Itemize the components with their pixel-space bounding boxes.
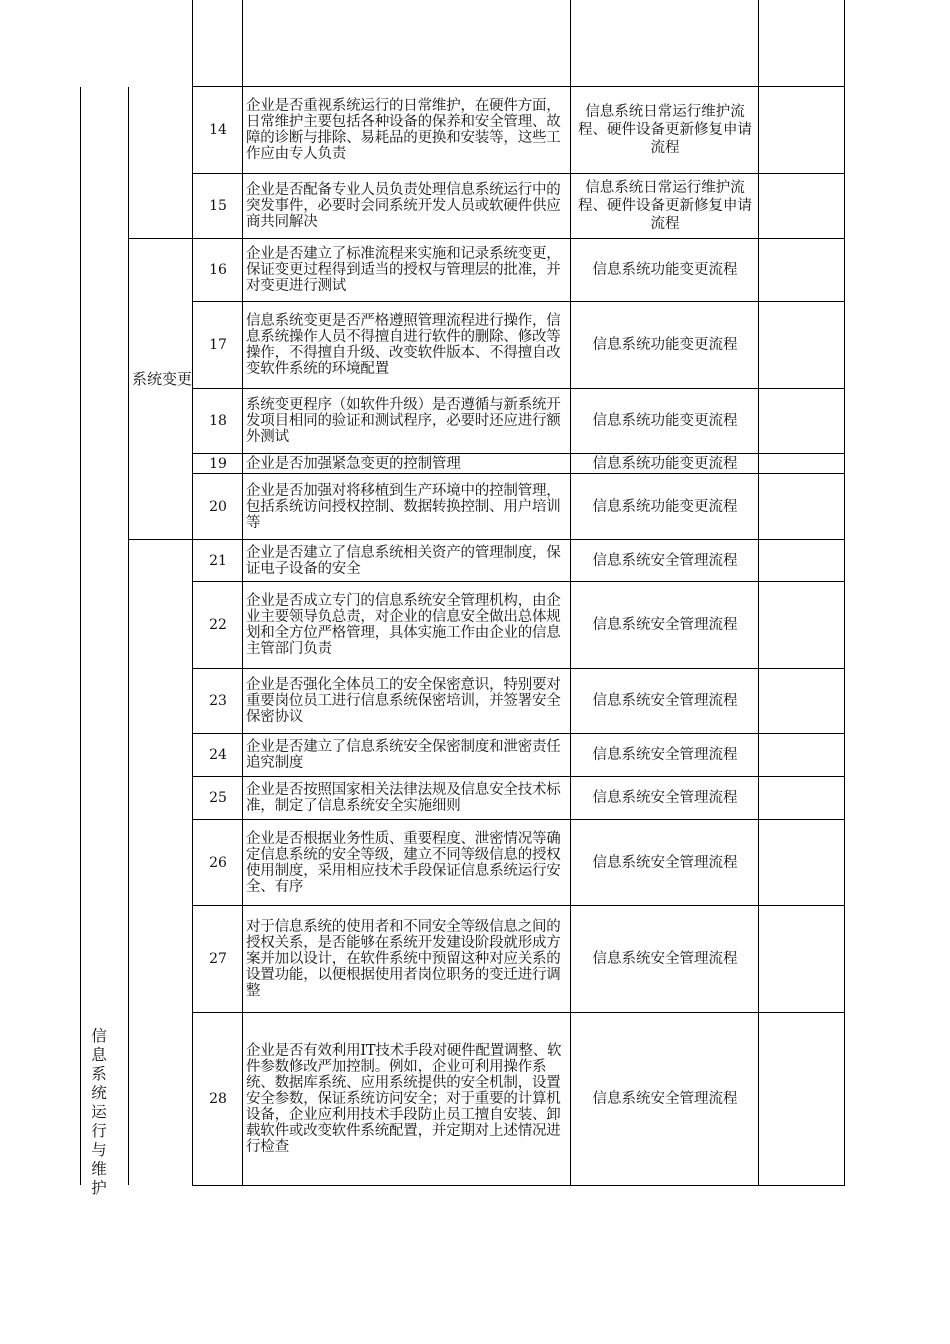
row-process-text: 信息系统功能变更流程 xyxy=(592,413,738,429)
row-description xyxy=(246,820,568,905)
row-description-text: 对于信息系统的使用者和不同安全等级信息之间的授权关系，是否能够在系统开发建设阶段就形成方案并加以设计，在软件系统中预留这种对应关系的设置功能，以便根据使用者岗位职务的变迁进行调整 xyxy=(246,919,561,999)
row-process-text: 信息系统功能变更流程 xyxy=(592,337,738,353)
row-number: 18 xyxy=(209,413,227,429)
grid-line-desc-right xyxy=(570,0,571,1186)
row-description xyxy=(246,389,568,453)
category-label-outer xyxy=(84,1027,114,1198)
row-process-text: 信息系统安全管理流程 xyxy=(592,747,738,763)
row-process-text: 信息系统安全管理流程 xyxy=(592,854,738,871)
row-description xyxy=(246,454,568,473)
grid-line-row-28-bottom xyxy=(192,1185,845,1186)
row-process xyxy=(573,302,757,388)
row-description-text: 企业是否建立了信息系统相关资产的管理制度，保证电子设备的安全 xyxy=(246,544,561,577)
row-description-text: 企业是否根据业务性质、重要程度、泄密情况等确定信息系统的安全等级，建立不同等级信息的授权使用制度，采用相应技术手段保证信息系统运行安全、有序 xyxy=(246,830,561,895)
row-process xyxy=(573,540,757,581)
category-label-change xyxy=(132,370,192,389)
row-number: 23 xyxy=(209,693,227,709)
grid-line-outer-left xyxy=(80,87,81,1185)
grid-line-table-right xyxy=(844,0,845,1186)
row-process-text: 信息系统日常运行维护流程、硬件设备更新修复申请流程 xyxy=(578,180,752,232)
row-process-text: 信息系统功能变更流程 xyxy=(592,262,738,278)
category-text-change: 系统变更 xyxy=(132,370,193,388)
row-number: 26 xyxy=(209,854,227,871)
row-description xyxy=(246,669,568,733)
grid-line-category-left xyxy=(128,87,129,1185)
row-description-text: 企业是否强化全体员工的安全保密意识，特别要对重要岗位员工进行信息系统保密培训，并签署安全保密协议 xyxy=(246,677,561,725)
row-process-text: 信息系统安全管理流程 xyxy=(592,693,738,709)
row-process-text: 信息系统功能变更流程 xyxy=(592,455,738,472)
row-number: 27 xyxy=(209,951,227,967)
row-process xyxy=(573,174,757,238)
row-process xyxy=(573,906,757,1012)
row-description-text: 信息系统变更是否严格遵照管理流程进行操作，信息系统操作人员不得擅自进行软件的删除、修改等操作，不得擅自升级、改变软件版本、不得擅自改变软件系统的环境配置 xyxy=(246,313,561,377)
row-process xyxy=(573,734,757,776)
row-number: 24 xyxy=(209,747,227,763)
row-process xyxy=(573,389,757,453)
row-description-text: 企业是否有效利用IT技术手段对硬件配置调整、软件参数修改严加控制。例如，企业可利用操作系统、数据库系统、应用系统提供的安全机制，设置安全参数，保证系统访问安全；对于重要的计算机设备，企业应利用技术手段防止员工擅自安装、卸载软件或改变软件系统配置，并定期对上述情况进行检查 xyxy=(246,1043,562,1155)
row-description xyxy=(246,1013,568,1185)
row-number: 19 xyxy=(209,455,227,472)
row-process xyxy=(573,777,757,819)
row-description-text: 企业是否建立了信息系统安全保密制度和泄密责任追究制度 xyxy=(246,739,561,771)
row-process-text: 信息系统安全管理流程 xyxy=(592,617,738,633)
category-text-outer: 信息系统运行与维护 xyxy=(91,1027,107,1197)
row-description xyxy=(246,906,568,1012)
row-process-text: 信息系统功能变更流程 xyxy=(592,498,738,515)
row-description xyxy=(246,174,568,238)
row-number: 28 xyxy=(209,1091,227,1107)
row-description-text: 系统变更程序（如软件升级）是否遵循与新系统开发项目相同的验证和测试程序，必要时还应进行额外测试 xyxy=(246,397,561,445)
row-description-text: 企业是否重视系统运行的日常维护，在硬件方面，日常维护主要包括各种设备的保养和安全管理、故障的诊断与排除、易耗品的更换和安装等，这些工作应由专人负责 xyxy=(246,98,561,162)
row-description-text: 企业是否加强紧急变更的控制管理 xyxy=(246,455,461,472)
row-description xyxy=(246,302,568,388)
row-number: 15 xyxy=(209,198,227,214)
row-description xyxy=(246,540,568,581)
row-process xyxy=(573,820,757,905)
row-process xyxy=(573,239,757,301)
row-description-text: 企业是否配备专业人员负责处理信息系统运行中的突发事件，必要时会同系统开发人员或软硬件供应商共同解决 xyxy=(246,182,561,230)
row-process xyxy=(573,87,757,173)
row-number: 16 xyxy=(209,262,227,278)
row-process-text: 信息系统安全管理流程 xyxy=(592,1091,738,1107)
row-description xyxy=(246,582,568,668)
row-description xyxy=(246,239,568,301)
row-number: 22 xyxy=(209,617,227,633)
row-process xyxy=(573,669,757,733)
row-process-text: 信息系统日常运行维护流程、硬件设备更新修复申请流程 xyxy=(578,104,752,156)
row-number: 25 xyxy=(209,790,227,806)
row-process xyxy=(573,454,757,473)
row-number: 20 xyxy=(209,498,227,515)
row-process xyxy=(573,1013,757,1185)
row-number: 14 xyxy=(209,122,227,138)
row-description-text: 企业是否加强对将移植到生产环境中的控制管理，包括系统访问授权控制、数据转换控制、用户培训等 xyxy=(246,482,561,531)
row-description xyxy=(246,734,568,776)
row-process xyxy=(573,474,757,539)
row-process xyxy=(573,582,757,668)
row-description xyxy=(246,474,568,539)
row-process-text: 信息系统安全管理流程 xyxy=(592,790,738,806)
row-description-text: 企业是否按照国家相关法律法规及信息安全技术标准，制定了信息系统安全实施细则 xyxy=(246,782,561,814)
row-description-text: 企业是否建立了标准流程来实施和记录系统变更，保证变更过程得到适当的授权与管理层的批准，并对变更进行测试 xyxy=(246,246,561,294)
grid-line-process-right xyxy=(758,0,759,1186)
row-description xyxy=(246,777,568,819)
row-number: 17 xyxy=(209,337,227,353)
row-process-text: 信息系统安全管理流程 xyxy=(592,552,738,569)
row-description-text: 企业是否成立专门的信息系统安全管理机构，由企业主要领导负总责，对企业的信息安全做出总体规划和全方位严格管理，具体实施工作由企业的信息主管部门负责 xyxy=(246,593,561,657)
row-number: 21 xyxy=(209,552,227,569)
row-description xyxy=(246,87,568,173)
row-process-text: 信息系统安全管理流程 xyxy=(592,951,738,967)
